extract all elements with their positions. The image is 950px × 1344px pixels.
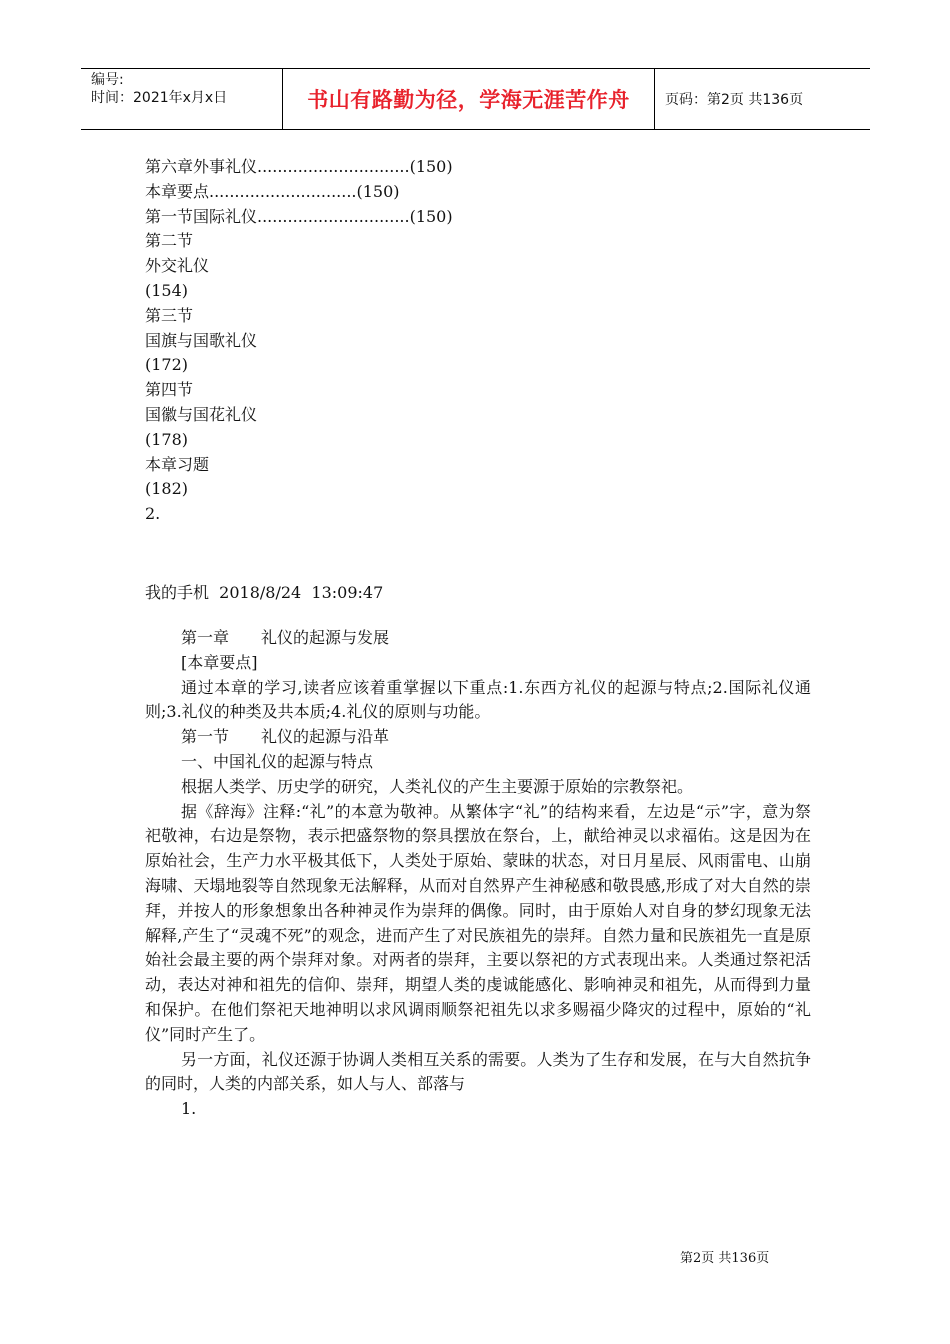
header-page-cell (655, 69, 870, 129)
table-of-contents (145, 155, 453, 527)
header-motto-cell (282, 69, 655, 129)
header-info-cell (81, 69, 282, 129)
toc-line: (154) (145, 280, 189, 300)
toc-line: 第一节国际礼仪..............................(150) (145, 206, 453, 226)
toc-line: 国旗与国歌礼仪 (145, 330, 258, 350)
chapter-title: 第一章 礼仪的起源与发展 (181, 628, 390, 647)
toc-line: 第四节 (145, 380, 194, 400)
body-paragraph: 另一方面，礼仪还源于协调人类相互关系的需要。人类为了生存和发展，在与大自然抗争的同时，人类的内部关系，如人与人、部落与 (145, 1049, 811, 1094)
subsection-title: 一、中国礼仪的起源与特点 (181, 751, 374, 771)
key-points-label: [本章要点] (181, 652, 258, 672)
toc-line: 外交礼仪 (145, 256, 210, 276)
note-meta-line: 我的手机 2018/8/24 13:09:47 (145, 583, 384, 602)
page-marker: 1. (181, 1099, 197, 1119)
toc-line: (178) (145, 429, 189, 449)
document-number-label: 编号: (91, 72, 124, 88)
toc-line: (182) (145, 479, 189, 499)
document-time-label: 时间：2021年x月x日 (91, 90, 228, 106)
chapter-body (145, 626, 811, 1122)
toc-line: 2. (145, 504, 161, 524)
toc-line: 本章习题 (145, 454, 210, 474)
header-page-info: 页码：第2页 共136页 (665, 92, 804, 108)
toc-line: (172) (145, 355, 189, 375)
toc-line: 第六章外事礼仪..............................(150) (145, 157, 453, 176)
toc-line: 国徽与国花礼仪 (145, 404, 258, 424)
section-title: 第一节 礼仪的起源与沿革 (181, 727, 390, 747)
page-header (81, 68, 870, 130)
toc-line: 第三节 (145, 305, 194, 325)
body-paragraph: 根据人类学、历史学的研究，人类礼仪的产生主要源于原始的宗教祭祀。 (181, 776, 694, 796)
body-paragraph: 据《辞海》注释:“礼”的本意为敬神。从繁体字“礼”的结构来看，左边是“示”字，意为祭祀敬神，右边是祭物，表示把盛祭物的祭具摆放在祭台，上，献给神灵以求福佑。这是因为在原始社会，生产力水平极其低下，人类处于原始、蒙昧的状态，对日月星辰、风雨雷电、山崩海啸、天塌地裂等自然现象无法解释，从而对自然界产生神秘感和敬畏感,形成了对大自然的崇拜，并按人的形象想象出各种神灵作为崇拜的偶像。同时，由于原始人对自身的梦幻现象无法解释,产生了“灵魂不死”的观念，进而产生了对民族祖先的崇拜。自然力量和民族祖先一直是原始社会最主要的两个崇拜对象。对两者的崇拜，主要以祭祀的方式表现出来。人类通过祭祀活动，表达对神和祖先的信仰、崇拜，期望人类的虔诚能感化、影响神灵和祖先，从而得到力量和保护。在他们祭祀天地神明以求风调雨顺祭祀祖先以求多赐福少降灾的过程中，原始的“礼仪”同时产生了。 (145, 801, 811, 1044)
header-motto: 书山有路勤为径，学海无涯苦作舟 (307, 88, 630, 112)
toc-line: 第二节 (145, 231, 194, 251)
intro-paragraph: 通过本章的学习,读者应该着重掌握以下重点:1.东西方礼仪的起源与特点;2.国际礼仪通则;3.礼仪的种类及共本质;4.礼仪的原则与功能。 (145, 677, 811, 722)
toc-line: 本章要点.............................(150) (145, 181, 400, 201)
page-footer: 第2页 共136页 (680, 1251, 770, 1266)
